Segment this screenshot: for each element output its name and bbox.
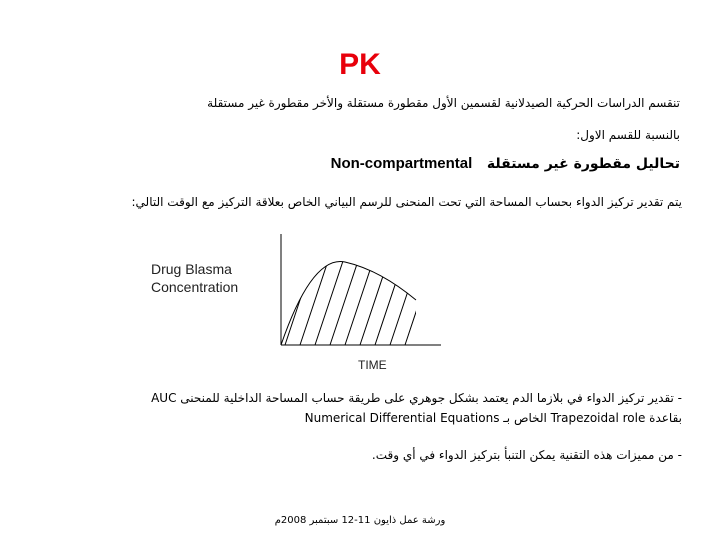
graph-y-label-line1: Drug Blasma: [151, 261, 232, 277]
graph-y-label-line2: Concentration: [151, 279, 239, 295]
section-label: بالنسبة للقسم الاول:: [576, 128, 680, 142]
auc-method-line1: - تقدير تركيز الدواء في بلازما الدم يعتمد بشكل جوهري على طريقة حساب المساحة الداخلية للمنحنى AUC: [151, 391, 682, 405]
auc-method-line2: بقاعدة Trapezoidal role الخاص بـ Numerical Differential Equations: [304, 411, 682, 425]
graph-x-label: TIME: [358, 358, 387, 372]
intro-text: تنقسم الدراسات الحركية الصيدلانية لقسمين الأول مقطورة مستقلة والأخر مقطورة غير مستقلة: [207, 96, 680, 110]
section-heading-arabic: تحاليل مقطورة غير مستقلة: [486, 156, 680, 172]
slide-title: PK: [339, 48, 381, 81]
auc-hatching: [270, 240, 440, 345]
auc-method-text: [22, 388, 682, 428]
concentration-curve: [281, 261, 416, 345]
graph-y-label: [151, 260, 238, 296]
section-heading-english: Non-compartmental: [330, 155, 473, 172]
auc-description: يتم تقدير تركيز الدواء بحساب المساحة التي تحت المنحنى للرسم البياني الخاص بعلاقة التركيز مع الوقت التالي:: [131, 195, 682, 209]
slide-footer: ورشة عمل ذايون 11-12 سبتمبر 2008م: [274, 515, 446, 526]
technique-advantage-text: - من مميزات هذه التقنية يمكن التنبأ بتركيز الدواء في أي وقت.: [371, 448, 682, 462]
